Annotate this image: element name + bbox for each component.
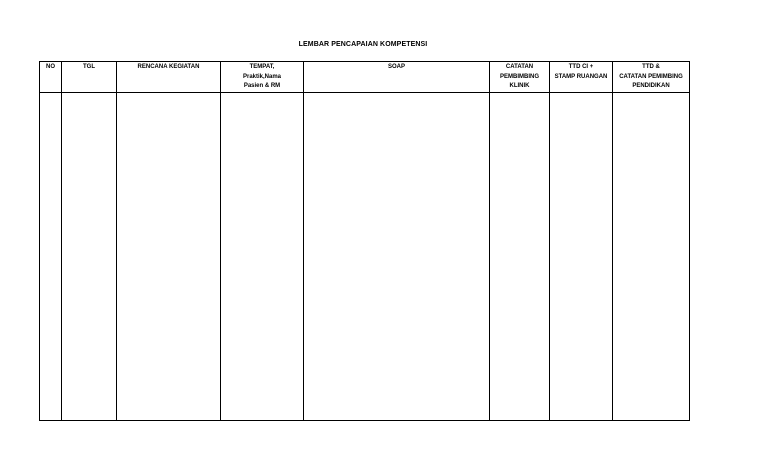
header-line: PEMBIMBING	[500, 73, 539, 80]
table-cell-no	[40, 92, 62, 421]
table-row	[40, 92, 690, 421]
header-line: KLINIK	[509, 83, 530, 89]
header-line: TTD CI +	[568, 64, 594, 70]
header-line: RENCANA KEGIATAN	[137, 64, 200, 70]
header-line: TEMPAT,	[249, 64, 275, 70]
column-header-tempat	[221, 62, 304, 93]
column-header-soap	[304, 62, 490, 93]
column-header-ttd-ci	[550, 62, 613, 93]
header-line: NO	[46, 64, 55, 70]
header-line: Praktik,Nama	[242, 73, 282, 80]
table-cell-catatan	[490, 92, 550, 421]
table-cell-ttd-ci	[550, 92, 613, 421]
document-title: LEMBAR PENCAPAIAN KOMPETENSI	[298, 41, 428, 48]
header-line: TGL	[83, 64, 95, 70]
header-line: PENDIDIKAN	[632, 83, 670, 89]
table-cell-tgl	[62, 92, 117, 421]
header-line: STAMP RUANGAN	[554, 73, 608, 80]
header-line: CATATAN	[505, 64, 534, 70]
column-header-ttd-catatan-pendidikan	[613, 62, 690, 93]
table-cell-ttd-catatan	[613, 92, 690, 421]
table-cell-rencana-kegiatan	[117, 92, 221, 421]
table-header-row	[40, 62, 690, 93]
header-line: TTD &	[642, 64, 660, 70]
header-line: SOAP	[387, 64, 405, 70]
column-header-no	[40, 62, 62, 93]
table-cell-soap	[304, 92, 490, 421]
header-line: CATATAN PEMIMBING	[619, 73, 683, 80]
column-header-catatan-pembimbing-klinik	[490, 62, 550, 93]
column-header-rencana-kegiatan	[117, 62, 221, 93]
competency-table	[39, 61, 690, 421]
column-header-tgl	[62, 62, 117, 93]
header-line: Pasien & RM	[243, 83, 281, 89]
table-cell-tempat	[221, 92, 304, 421]
